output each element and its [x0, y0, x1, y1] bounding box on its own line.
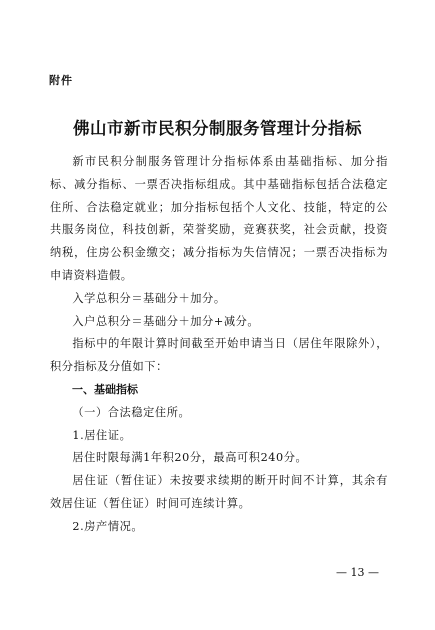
item-property: 2.房产情况。	[72, 519, 144, 533]
section-heading-basic-indicators: 一、基础指标	[72, 382, 138, 396]
residence-permit-points: 居住时限每满1年积20分，最高可积240分。	[72, 451, 308, 465]
document-title: 佛山市新市民积分制服务管理计分指标	[73, 119, 362, 138]
subsection-heading-residence: （一）合法稳定住所。	[72, 405, 191, 419]
page-number: — 13 —	[336, 566, 379, 579]
attachment-label: 附件	[49, 74, 73, 87]
residence-permit-continuity: 居住证（暂住证）未按要求续期的断开时间不计算，其余有效居住证（暂住证）时间可连续计算。	[50, 474, 388, 510]
document-body	[50, 151, 388, 539]
household-score-formula: 入户总积分＝基础分＋加分+减分。	[72, 314, 260, 328]
intro-paragraph: 新市民积分制服务管理计分指标体系由基础指标、加分指标、减分指标、一票否决指标组成。其中基础指标包括合法稳定住所、合法稳定就业；加分指标包括个人文化、技能，特定的公共服务岗位，科技创新，荣誉奖励，竞赛获奖，社会贡献，投资纳税，住房公积金缴交；减分指标为失信情况；一票否决指标为申请资料造假。	[50, 155, 388, 282]
cutoff-paragraph: 指标中的年限计算时间截至开始申请当日（居住年限除外），积分指标及分值如下：	[50, 337, 388, 374]
school-score-formula: 入学总积分＝基础分＋加分。	[72, 291, 226, 305]
item-residence-permit: 1.居住证。	[72, 428, 132, 442]
